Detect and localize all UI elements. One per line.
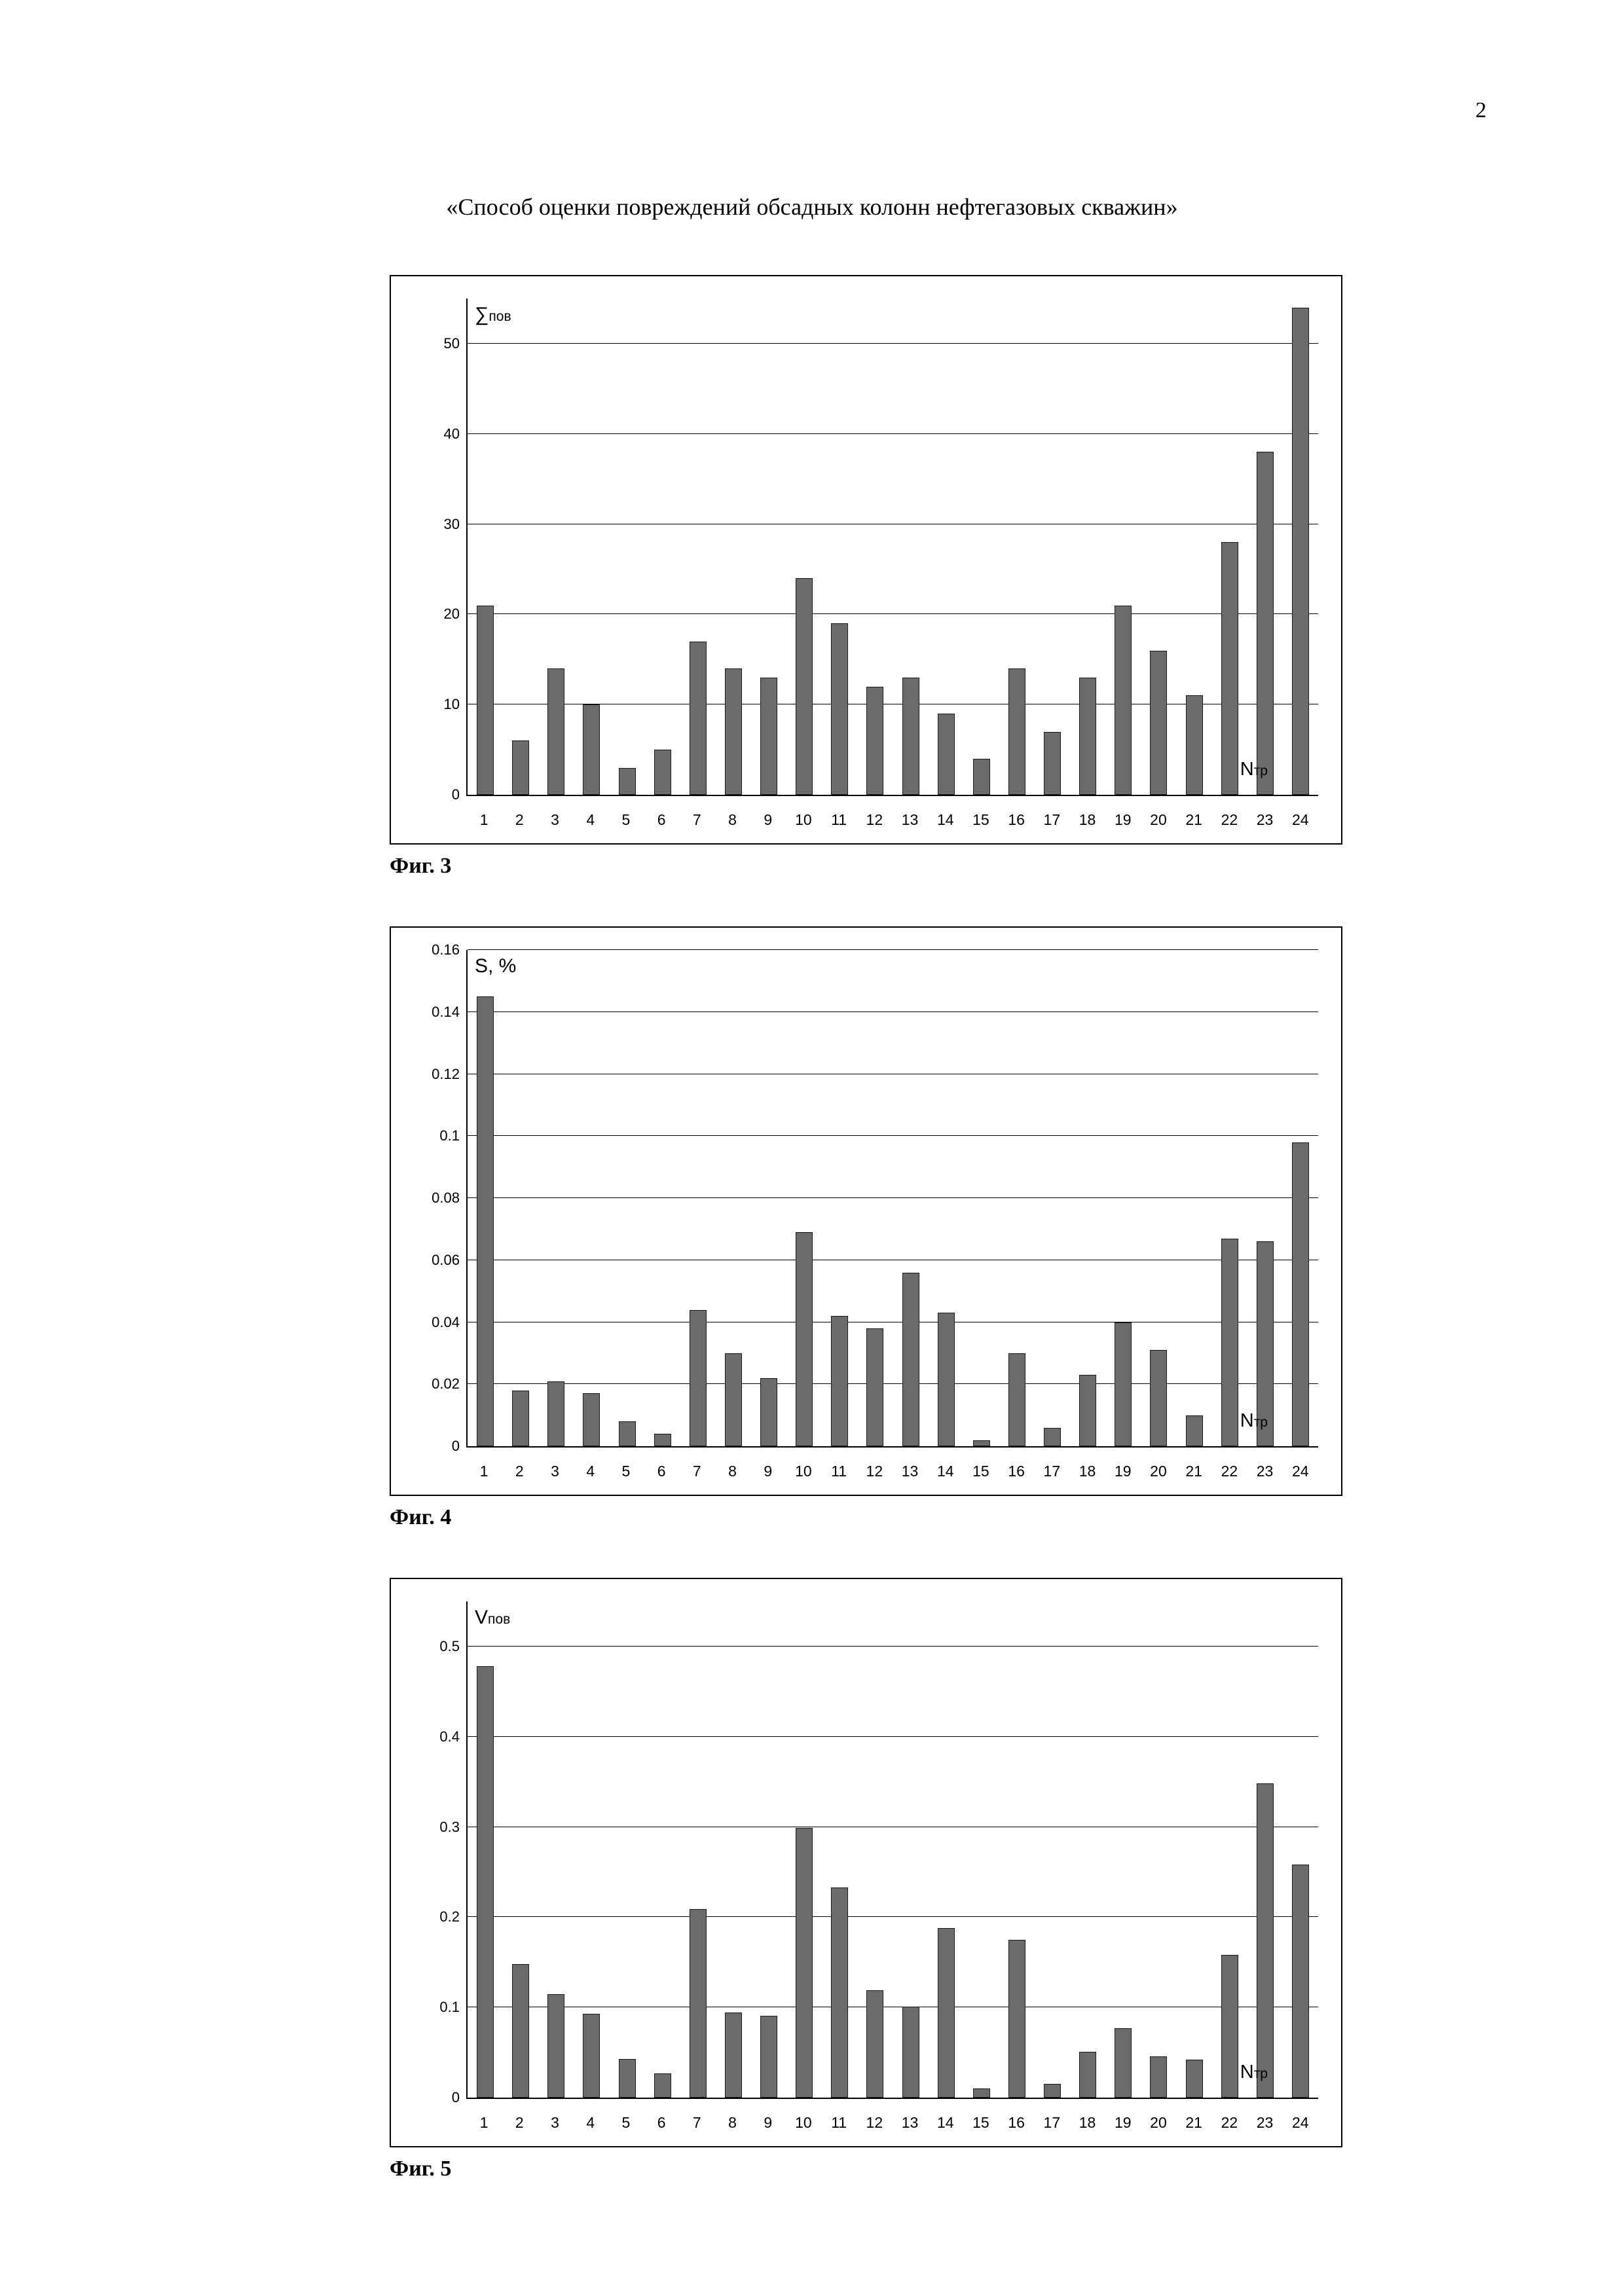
x-tick-label: 18 (1079, 1463, 1096, 1480)
x-tick-label: 22 (1221, 811, 1238, 828)
bar-slot (610, 1601, 645, 2098)
x-tick-label: 5 (621, 2114, 631, 2131)
bar (796, 1828, 813, 2098)
x-tick-label: 16 (1008, 2114, 1025, 2131)
bar-slot (503, 950, 538, 1446)
y-tick-label: 10 (443, 696, 460, 713)
bar-slot (1177, 950, 1212, 1446)
x-tick-label: 12 (866, 811, 883, 828)
bar (725, 668, 742, 795)
bar (1008, 1353, 1025, 1446)
bar (973, 1440, 990, 1446)
x-tick-label: 17 (1043, 811, 1061, 828)
bar (902, 2007, 919, 2098)
bar (760, 2016, 777, 2098)
x-tick-label: 4 (586, 811, 595, 828)
chart-2 (390, 926, 1342, 1496)
x-tick-label: 21 (1185, 811, 1202, 828)
bar-slot (822, 1601, 857, 2098)
bar-series (468, 950, 1318, 1446)
y-tick-label: 20 (443, 606, 460, 623)
bar (725, 1353, 742, 1446)
bar-slot (857, 299, 893, 795)
x-tick-label: 6 (657, 1463, 666, 1480)
bar-slot (964, 1601, 999, 2098)
x-tick-label: 13 (901, 811, 919, 828)
bar (1150, 2056, 1167, 2098)
bar-slot (822, 950, 857, 1446)
bar (902, 1273, 919, 1446)
bar (866, 1990, 883, 2098)
bar-slot (716, 950, 751, 1446)
bar-slot (1141, 299, 1176, 795)
bar (902, 678, 919, 795)
bar (1221, 1955, 1238, 2098)
bar (619, 2059, 636, 2098)
bar (1044, 732, 1061, 795)
bar-slot (999, 950, 1035, 1446)
bar-slot (1212, 299, 1247, 795)
bar (973, 2088, 990, 2098)
bar (654, 2073, 671, 2098)
bar-slot (1283, 1601, 1318, 2098)
bar-slot (468, 1601, 503, 2098)
bar-slot (1141, 1601, 1176, 2098)
x-tick-label: 24 (1291, 2114, 1309, 2131)
bar-slot (1070, 299, 1105, 795)
x-tick-label: 2 (515, 811, 524, 828)
x-tick-label: 3 (551, 1463, 559, 1480)
x-tick-label: 17 (1043, 1463, 1061, 1480)
x-tick-label: 15 (972, 811, 989, 828)
x-tick-label: 19 (1114, 2114, 1132, 2131)
bar-series (468, 299, 1318, 795)
page-title: «Способ оценки повреждений обсадных колонн нефтегазовых скважин» (446, 194, 1178, 220)
chart-2-x-tick-labels (466, 1463, 1318, 1480)
bar (831, 623, 848, 795)
bar (690, 1310, 707, 1446)
bar-slot (610, 950, 645, 1446)
chart-1-y-axis-title: ∑пов (475, 304, 511, 325)
y-tick-label: 50 (443, 335, 460, 352)
bar (583, 704, 600, 795)
y-tick-label: 0.04 (432, 1313, 460, 1330)
chart-2-x-axis-title: Nтр (1240, 1410, 1268, 1431)
bar-slot (1247, 299, 1283, 795)
bar-slot (574, 299, 609, 795)
x-tick-label: 10 (795, 811, 812, 828)
bar (1008, 668, 1025, 795)
bar (583, 2014, 600, 2098)
x-tick-label: 3 (551, 811, 559, 828)
x-tick-label: 9 (764, 2114, 773, 2131)
x-tick-label: 7 (692, 811, 701, 828)
bar (1079, 1375, 1096, 1446)
bar-slot (1247, 950, 1283, 1446)
x-tick-label: 23 (1256, 2114, 1274, 2131)
x-tick-label: 19 (1114, 1463, 1132, 1480)
bar (1257, 1783, 1274, 2098)
x-tick-label: 8 (728, 1463, 737, 1480)
bar (796, 1232, 813, 1446)
x-tick-label: 5 (621, 1463, 631, 1480)
chart-2-y-axis-title: S, % (475, 955, 517, 977)
chart-1-plot-area (443, 299, 1318, 803)
chart-3-x-axis-title: Nтр (1240, 2062, 1268, 2083)
bar (583, 1393, 600, 1446)
y-tick-label: 0 (451, 1438, 460, 1454)
bar-slot (716, 299, 751, 795)
x-tick-label: 14 (936, 811, 954, 828)
figure-block-1 (390, 275, 1342, 879)
y-tick-label: 0.3 (439, 1818, 460, 1835)
bar (1257, 452, 1274, 795)
bar-slot (893, 299, 929, 795)
bar-slot (1283, 950, 1318, 1446)
x-tick-label: 1 (479, 811, 489, 828)
figure-caption-2: Фиг. 4 (390, 1505, 452, 1529)
x-tick-label: 11 (831, 1463, 847, 1480)
x-tick-label: 18 (1079, 811, 1096, 828)
y-tick-label: 0.16 (432, 941, 460, 958)
bar-slot (786, 1601, 822, 2098)
x-tick-label: 3 (551, 2114, 559, 2131)
x-tick-label: 13 (901, 1463, 919, 1480)
bar-slot (538, 950, 574, 1446)
figure-caption-3: Фиг. 5 (390, 2157, 452, 2181)
y-tick-label: 0.1 (439, 1127, 460, 1144)
x-tick-label: 4 (586, 2114, 595, 2131)
bar-slot (680, 1601, 716, 2098)
chart-1-x-axis-title: Nтр (1240, 759, 1268, 780)
bar (1044, 2084, 1061, 2098)
figure-caption-1: Фиг. 3 (390, 854, 452, 878)
bar-slot (999, 1601, 1035, 2098)
x-tick-label: 22 (1221, 2114, 1238, 2131)
bar (938, 714, 955, 795)
chart-3-x-tick-labels (466, 2114, 1318, 2132)
x-tick-label: 1 (479, 2114, 489, 2131)
bar-slot (857, 950, 893, 1446)
x-tick-label: 7 (692, 2114, 701, 2131)
bar-slot (1070, 950, 1105, 1446)
x-tick-label: 15 (972, 1463, 989, 1480)
x-tick-label: 20 (1150, 811, 1167, 828)
bar (1186, 1415, 1203, 1446)
bar (547, 1381, 564, 1446)
bar (1186, 2060, 1203, 2098)
y-tick-label: 0.1 (439, 1999, 460, 2016)
x-tick-label: 16 (1008, 811, 1025, 828)
figure-block-3 (390, 1578, 1342, 2181)
bar-slot (1035, 950, 1070, 1446)
bar-slot (1177, 299, 1212, 795)
bar-slot (1105, 1601, 1141, 2098)
bar-slot (893, 950, 929, 1446)
x-tick-label: 12 (866, 2114, 883, 2131)
y-tick-label: 0.5 (439, 1637, 460, 1654)
x-tick-label: 9 (764, 811, 773, 828)
bar-slot (468, 299, 503, 795)
bar-slot (1035, 299, 1070, 795)
bar (619, 1421, 636, 1446)
bar-slot (929, 299, 964, 795)
y-tick-label: 0.2 (439, 1908, 460, 1925)
bar (1044, 1428, 1061, 1446)
bar-slot (1070, 1601, 1105, 2098)
x-tick-label: 14 (936, 2114, 954, 2131)
bar (831, 1316, 848, 1446)
bar (512, 1391, 529, 1446)
bar-slot (857, 1601, 893, 2098)
bar-slot (503, 299, 538, 795)
bar-slot (999, 299, 1035, 795)
x-tick-label: 6 (657, 2114, 666, 2131)
bar (1008, 1940, 1025, 2098)
bar (938, 1928, 955, 2098)
bar-slot (1141, 950, 1176, 1446)
bar (760, 678, 777, 795)
bar (866, 687, 883, 795)
bar-slot (751, 1601, 786, 2098)
bar-slot (538, 299, 574, 795)
bar-slot (680, 299, 716, 795)
bar (866, 1328, 883, 1446)
bar (760, 1378, 777, 1446)
bar-slot (1212, 950, 1247, 1446)
bar (547, 668, 564, 795)
x-tick-label: 24 (1291, 811, 1309, 828)
bar (1115, 606, 1132, 795)
bar (477, 996, 494, 1446)
x-tick-label: 5 (621, 811, 631, 828)
bar (654, 1434, 671, 1446)
bar (796, 578, 813, 795)
bar-slot (503, 1601, 538, 2098)
bar (1115, 1322, 1132, 1447)
y-tick-label: 0 (451, 2089, 460, 2105)
bar (1079, 2052, 1096, 2098)
bar-slot (645, 299, 680, 795)
chart-1-x-tick-labels (466, 811, 1318, 829)
bar (1186, 695, 1203, 795)
x-tick-label: 18 (1079, 2114, 1096, 2131)
x-tick-label: 16 (1008, 1463, 1025, 1480)
bar (547, 1994, 564, 2098)
bar (690, 642, 707, 795)
x-tick-label: 15 (972, 2114, 989, 2131)
bar (477, 606, 494, 795)
bar (654, 750, 671, 795)
bar-slot (751, 299, 786, 795)
bar-slot (893, 1601, 929, 2098)
bar-slot (680, 950, 716, 1446)
x-tick-label: 8 (728, 811, 737, 828)
x-tick-label: 12 (866, 1463, 883, 1480)
bar (973, 759, 990, 795)
figure-block-2 (390, 926, 1342, 1530)
bar (831, 1887, 848, 2098)
x-tick-label: 21 (1185, 2114, 1202, 2131)
x-tick-label: 11 (831, 811, 847, 828)
chart-2-plot-area (432, 941, 1318, 1454)
y-tick-label: 30 (443, 515, 460, 532)
x-tick-label: 22 (1221, 1463, 1238, 1480)
bar (1221, 542, 1238, 795)
bar (725, 2013, 742, 2098)
x-tick-label: 2 (515, 2114, 524, 2131)
x-tick-label: 1 (479, 1463, 489, 1480)
bar (1221, 1239, 1238, 1446)
bar (512, 1964, 529, 2098)
bar-slot (574, 950, 609, 1446)
bar-slot (1283, 299, 1318, 795)
bar-slot (574, 1601, 609, 2098)
bar-slot (538, 1601, 574, 2098)
bar (1292, 308, 1309, 795)
bar (1079, 678, 1096, 795)
x-tick-label: 8 (728, 2114, 737, 2131)
x-tick-label: 6 (657, 811, 666, 828)
chart-3-plot-area (439, 1601, 1318, 2105)
x-tick-label: 17 (1043, 2114, 1061, 2131)
x-tick-label: 10 (795, 1463, 812, 1480)
x-tick-label: 2 (515, 1463, 524, 1480)
bar (512, 740, 529, 795)
chart-1 (390, 275, 1342, 845)
bar-slot (964, 299, 999, 795)
bar-slot (645, 950, 680, 1446)
x-tick-label: 21 (1185, 1463, 1202, 1480)
bar (938, 1313, 955, 1446)
x-tick-label: 13 (901, 2114, 919, 2131)
bar-series (468, 1601, 1318, 2098)
bar-slot (1105, 299, 1141, 795)
bar-slot (1212, 1601, 1247, 2098)
y-tick-label: 0.02 (432, 1376, 460, 1393)
bar (1292, 1865, 1309, 2098)
y-tick-label: 0.14 (432, 1003, 460, 1020)
x-tick-label: 20 (1150, 1463, 1167, 1480)
x-tick-label: 24 (1291, 1463, 1309, 1480)
y-tick-label: 0.12 (432, 1065, 460, 1082)
y-tick-label: 0 (451, 786, 460, 803)
bar-slot (1177, 1601, 1212, 2098)
bar (1115, 2028, 1132, 2098)
x-tick-label: 23 (1256, 1463, 1274, 1480)
bar-slot (786, 299, 822, 795)
x-tick-label: 9 (764, 1463, 773, 1480)
x-tick-label: 20 (1150, 2114, 1167, 2131)
x-tick-label: 23 (1256, 811, 1274, 828)
bar (1150, 651, 1167, 795)
bar-slot (964, 950, 999, 1446)
bar (477, 1666, 494, 2098)
bar-slot (929, 950, 964, 1446)
x-tick-label: 19 (1114, 811, 1132, 828)
bar-slot (1035, 1601, 1070, 2098)
bar (1150, 1350, 1167, 1446)
bar (690, 1909, 707, 2098)
x-tick-label: 4 (586, 1463, 595, 1480)
bar-slot (645, 1601, 680, 2098)
bar-slot (1105, 950, 1141, 1446)
page-number: 2 (1475, 98, 1486, 122)
chart-3-y-axis-title: Vпов (475, 1607, 511, 1628)
bar (619, 768, 636, 795)
y-tick-label: 40 (443, 425, 460, 442)
x-tick-label: 11 (831, 2114, 847, 2131)
y-tick-label: 0.06 (432, 1251, 460, 1268)
bar-slot (751, 950, 786, 1446)
x-tick-label: 7 (692, 1463, 701, 1480)
bar-slot (610, 299, 645, 795)
chart-3 (390, 1578, 1342, 2147)
bar-slot (786, 950, 822, 1446)
bar-slot (929, 1601, 964, 2098)
bar-slot (822, 299, 857, 795)
x-tick-label: 10 (795, 2114, 812, 2131)
y-tick-label: 0.4 (439, 1728, 460, 1745)
y-tick-label: 0.08 (432, 1190, 460, 1206)
bar-slot (1247, 1601, 1283, 2098)
x-tick-label: 14 (936, 1463, 954, 1480)
bar-slot (468, 950, 503, 1446)
bar (1292, 1142, 1309, 1446)
bar-slot (716, 1601, 751, 2098)
